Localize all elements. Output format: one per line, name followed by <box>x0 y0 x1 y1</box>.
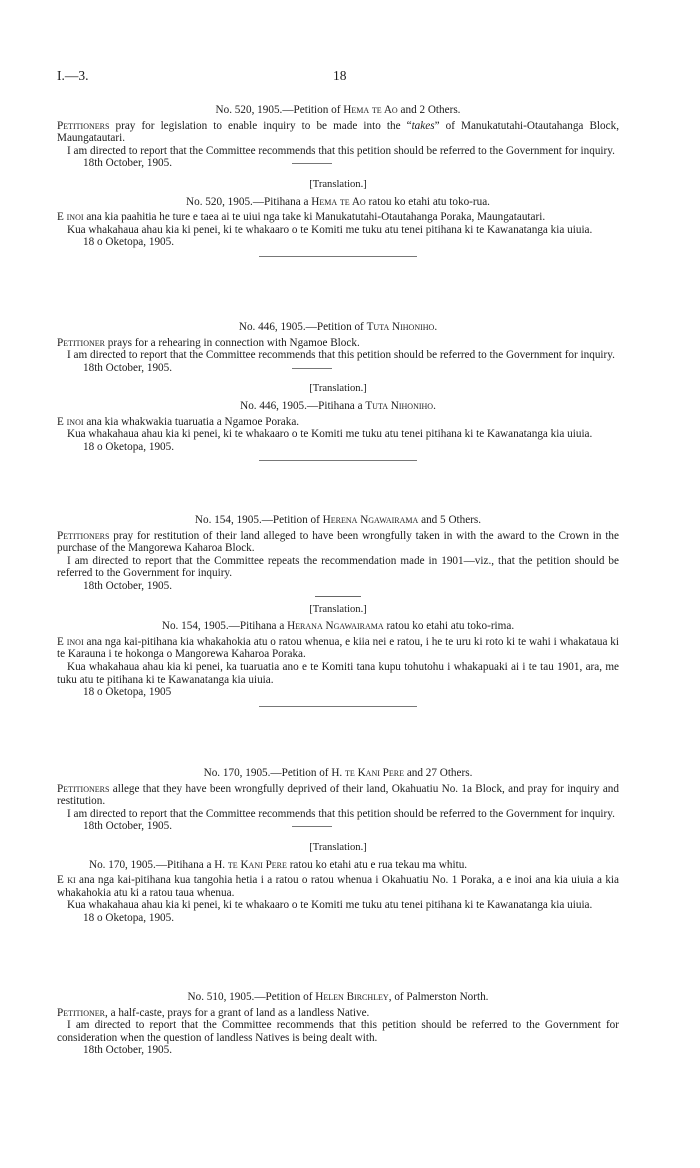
report-date: 18th October, 1905. <box>83 579 173 592</box>
short-rule <box>292 368 332 369</box>
petition-prayer: Petitioners pray for legislation to enable inquiry to be made into the “takes” of Manukatutahi-Otautahanga Block, Maungatautari. <box>57 119 619 145</box>
translation-report: Kua whakahaua ahau kia ki penei, ki te whakaaro o te Komiti me tuku atu tenei pitihana ki te Kawanatanga kia uiuia. <box>67 899 593 912</box>
petition-title: No. 520, 1905.—Petition of Hema te Ao and 2 Others. <box>215 104 461 116</box>
report-date: 18th October, 1905. <box>57 362 619 375</box>
petition-446 <box>57 321 619 484</box>
translation-label: [Translation.] <box>309 603 367 615</box>
petition-title: No. 170, 1905.—Petition of H. te Kani Pere and 27 Others. <box>203 767 473 779</box>
section-divider <box>259 706 417 707</box>
section-divider <box>259 460 417 461</box>
petition-170 <box>57 767 619 925</box>
petition-title: No. 446, 1905.—Petition of Tuta Nihoniho. <box>238 321 438 333</box>
page-number: 18 <box>333 68 347 83</box>
page-header <box>57 70 619 88</box>
translation-prayer: E inoi ana kia paahitia he ture e taea ai te uiui nga take ki Manukatutahi-Otautahanga Poraka, Maungatautari. <box>57 211 546 224</box>
petition-title: No. 510, 1905.—Petition of Helen Birchley, of Palmerston North. <box>187 991 489 1003</box>
translation-title: No. 446, 1905.—Pitihana a Tuta Nihoniho. <box>240 399 436 412</box>
translation-report: Kua whakahaua ahau kia ki penei, ka tuaruatia ano e te Komiti tana kupu tohutohu i whakapuaki ai i te tau 1901, ara, me tuku atu te pitihana ki te Kawanatanga kia uiuia. <box>57 660 619 686</box>
short-rule <box>292 163 332 164</box>
petition-154 <box>57 514 619 730</box>
committee-report: I am directed to report that the Committee recommends that this petition should be referred to the Government for inquiry. <box>67 144 615 157</box>
petition-510 <box>57 991 619 1057</box>
petition-prayer: Petitioners pray for restitution of their land alleged to have been wrongfully taken in with the award to the Crown in the purchase of the Mangorewa Kaharoa Block. <box>57 529 619 555</box>
translation-title: No. 154, 1905.—Pitihana a Herana Ngawairama ratou ko etahi atu toko-rima. <box>161 620 515 633</box>
committee-report: I am directed to report that the Committee recommends that this petition should be referred to the Government for inquiry. <box>67 349 615 362</box>
petition-title: No. 154, 1905.—Petition of Herena Ngawairama and 5 Others. <box>194 514 482 526</box>
petition-prayer: Petitioner prays for a rehearing in connection with Ngamoe Block. <box>57 336 360 349</box>
paper-reference: I.—3. <box>57 68 89 83</box>
translation-label: [Translation.] <box>309 383 367 395</box>
translation-date: 18 o Oketopa, 1905. <box>83 440 175 453</box>
petition-prayer: Petitioners allege that they have been wrongfully deprived of their land, Okahuatiu No. 1a Block, and pray for inquiry and restitution. <box>57 782 619 808</box>
committee-report: I am directed to report that the Committee recommends that this petition should be referred to the Government for inquiry. <box>67 807 615 820</box>
petition-prayer: Petitioner, a half-caste, prays for a grant of land as a landless Native. <box>57 1006 370 1019</box>
translation-date: 18 o Oketopa, 1905 <box>83 686 172 699</box>
translation-title: No. 170, 1905.—Pitihana a H. te Kani Pere ratou ko etahi atu e rua tekau ma whitu. <box>89 858 468 871</box>
short-rule <box>315 596 361 597</box>
translation-prayer: E inoi ana nga kai-pitihana kia whakahokia atu o ratou whenua, e kiia nei e ratou, i he te uru ki roto ki te wahi i whakataua ki te Karauna i te hokonga o Mangorewa Kaharoa Poraka. <box>57 635 619 661</box>
translation-date: 18 o Oketopa, 1905. <box>83 911 175 924</box>
translation-title: No. 520, 1905.—Pitihana a Hema te Ao ratou ko etahi atu toko-rua. <box>186 195 490 208</box>
section-divider <box>259 256 417 257</box>
translation-label: [Translation.] <box>309 178 367 190</box>
translation-label: [Translation.] <box>309 841 367 853</box>
report-date: 18th October, 1905. <box>57 157 619 170</box>
committee-report: I am directed to report that the Committee recommends that this petition should be referred to the Government for consideration when the question of landless Natives is being dealt with. <box>57 1019 619 1044</box>
committee-report: I am directed to report that the Committee repeats the recommendation made in 1901—viz., that the petition should be referred to the Government for inquiry. <box>57 554 619 580</box>
report-date: 18th October, 1905. <box>83 1044 173 1057</box>
petition-520 <box>57 104 619 280</box>
translation-prayer: E inoi ana kia whakwakia tuaruatia a Ngamoe Poraka. <box>57 415 300 428</box>
translation-prayer: E ki ana nga kai-pitihana kua tangohia hetia i a ratou o ratou whenua i Okahuatiu No. 1 Poraka, a e inoi ana kia uiuia a kia whakahokia atu ki a ratou taua whenua. <box>57 874 620 899</box>
translation-date: 18 o Oketopa, 1905. <box>83 236 175 249</box>
translation-report: Kua whakahaua ahau kia ki penei, ki te whakaaro o te Komiti me tuku atu tenei pitihana ki te Kawanatanga kia uiuia. <box>67 223 593 236</box>
short-rule <box>292 826 332 827</box>
report-date: 18th October, 1905. <box>57 820 619 833</box>
translation-report: Kua whakahaua ahau kia ki penei, ki te whakaaro o te Komiti me tuku atu tenei pitihana ki te Kawanatanga kia uiuia. <box>67 428 593 441</box>
